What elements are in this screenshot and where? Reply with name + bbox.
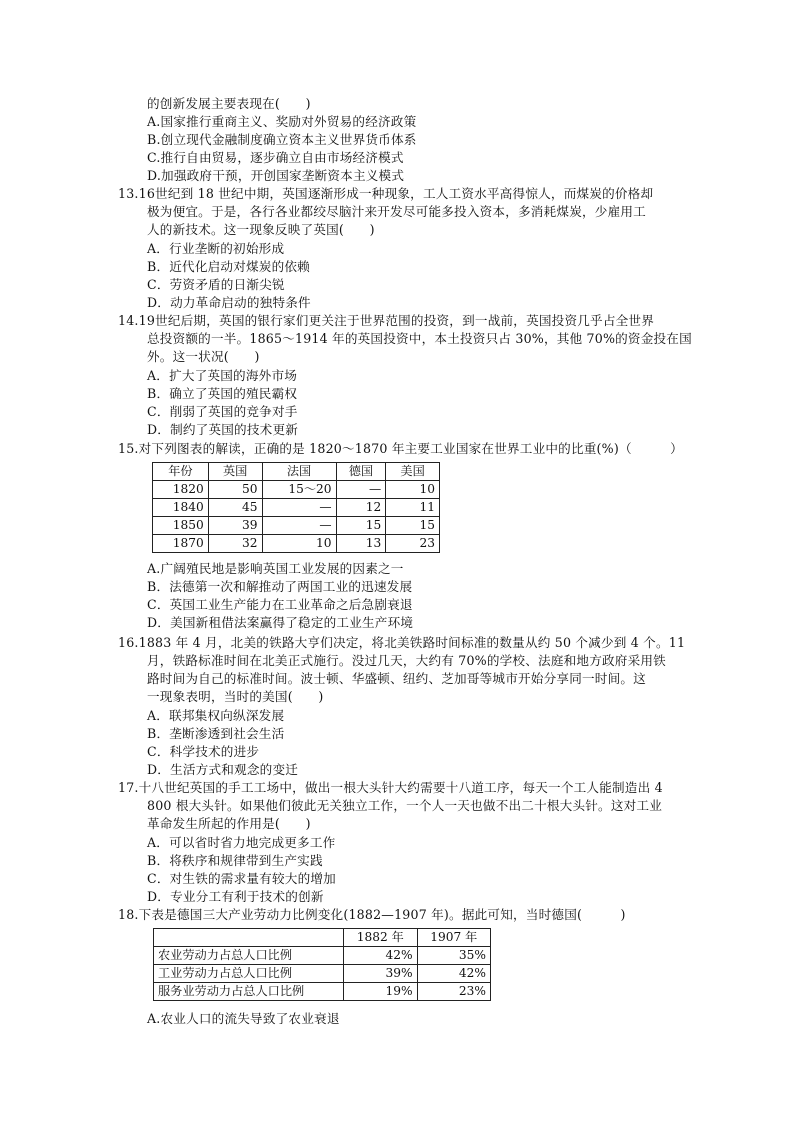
table-row — [153, 499, 440, 517]
q16-stem-line-1: 16.1883 年 4 月，北美的铁路大亨们决定，将北美铁路时间标准的数量从约 50 个减少到 4 个。11 — [118, 635, 686, 650]
q18-option-a: A.农业人口的流失导致了农业衰退 — [147, 1011, 340, 1026]
q16-option-c: C．科学技术的进步 — [147, 744, 260, 759]
table-cell: 15～20 — [262, 481, 336, 499]
table-cell: 32 — [208, 535, 262, 553]
table-cell: 10 — [262, 535, 336, 553]
table-cell: 15 — [336, 517, 386, 535]
table-row — [154, 983, 491, 1001]
table-cell: 13 — [336, 535, 386, 553]
table-header-cell: 法国 — [262, 463, 336, 481]
table-header-cell — [154, 929, 344, 947]
table-row — [154, 947, 491, 965]
table-row — [154, 965, 491, 983]
table-header-cell: 1907 年 — [417, 929, 490, 947]
q13-option-a: A．行业垄断的初始形成 — [147, 241, 285, 256]
table-cell: 23 — [386, 535, 440, 553]
q16-option-b: B．垄断渗透到社会生活 — [147, 726, 285, 741]
q15-option-b: B．法德第一次和解推动了两国工业的迅速发展 — [147, 579, 413, 594]
q17-option-b: B．将秩序和规律带到生产实践 — [147, 853, 323, 868]
table-cell: 35% — [417, 947, 490, 965]
table-cell: 42% — [344, 947, 417, 965]
q15-stem: 15.对下列图表的解读，正确的是 1820～1870 年主要工业国家在世界工业中的比重(%)（ ） — [118, 441, 683, 456]
table-cell: — — [336, 481, 386, 499]
q17-option-c: C．对生铁的需求量有较大的增加 — [147, 871, 336, 886]
q14-option-d: D．制约了英国的技术更新 — [147, 422, 299, 437]
table-cell: 12 — [336, 499, 386, 517]
q12-option-b: B.创立现代金融制度确立资本主义世界货币体系 — [147, 132, 417, 147]
q12-option-a: A.国家推行重商主义、奖励对外贸易的经济政策 — [147, 114, 417, 129]
table-header-row — [154, 929, 491, 947]
q13-option-d: D．动力革命启动的独特条件 — [147, 295, 311, 310]
table-header-cell: 1882 年 — [344, 929, 417, 947]
table-cell: 1870 — [153, 535, 209, 553]
table-row — [153, 535, 440, 553]
q17-stem-line-1: 17.十八世纪英国的手工工场中，做出一根大头针大约需要十八道工序，每天一个工人能制造出 4 — [118, 780, 663, 795]
table-header-row — [153, 463, 440, 481]
table-header-cell: 英国 — [208, 463, 262, 481]
table-cell: 39% — [344, 965, 417, 983]
table-cell: — — [262, 517, 336, 535]
q12-option-c: C.推行自由贸易，逐步确立自由市场经济模式 — [147, 150, 404, 165]
table-header-cell: 美国 — [386, 463, 440, 481]
q14-option-c: C．削弱了英国的竞争对手 — [147, 404, 298, 419]
table-cell: 1820 — [153, 481, 209, 499]
q13-stem-line-3: 人的新技术。这一现象反映了英国( ) — [147, 222, 375, 237]
q17-option-a: A．可以省时省力地完成更多工作 — [147, 835, 336, 850]
q13-stem-line-2: 极为便宜。于是，各行各业都绞尽脑汁来开发尽可能多投入资本，多消耗煤炭，少雇用工 — [147, 204, 646, 219]
table-header-cell: 德国 — [336, 463, 386, 481]
table-row — [153, 481, 440, 499]
q16-stem-line-3: 路时间为自己的标准时间。波士顿、华盛顿、纽约、芝加哥等城市开始分享同一时间。这 — [147, 671, 646, 686]
q17-stem-line-3: 革命发生所起的作用是( ) — [147, 816, 311, 831]
q17-stem-line-2: 800 根大头针。如果他们彼此无关独立工作，一个人一天也做不出二十根大头针。这对工业 — [147, 798, 663, 813]
q14-stem-line-1: 14.19世纪后期，英国的银行家们更关注于世界范围的投资，到一战前，英国投资几乎占全世界 — [118, 313, 655, 328]
table-cell: 15 — [386, 517, 440, 535]
q16-stem-line-2: 月，铁路标准时间在北美正式施行。没过几天，大约有 70%的学校、法庭和地方政府采用铁 — [147, 653, 666, 668]
q14-option-a: A．扩大了英国的海外市场 — [147, 368, 298, 383]
table-cell: 50 — [208, 481, 262, 499]
q17-option-d: D．专业分工有利于技术的创新 — [147, 889, 324, 904]
table-cell: 服务业劳动力占总人口比例 — [154, 983, 344, 1001]
table-cell: 工业劳动力占总人口比例 — [154, 965, 344, 983]
q15-option-d: D．美国新租借法案赢得了稳定的工业生产环境 — [147, 615, 414, 630]
q18-stem: 18.下表是德国三大产业劳动力比例变化(1882—1907 年)。据此可知，当时德国( ) — [118, 907, 626, 922]
table-cell: 10 — [386, 481, 440, 499]
q14-stem-line-2: 总投资额的一半。1865～1914 年的英国投资中，本土投资只占 30%，其他 70%的资金投在国 — [147, 331, 692, 346]
table-row — [153, 517, 440, 535]
table-cell: 农业劳动力占总人口比例 — [154, 947, 344, 965]
q18-labor-ratio-table — [153, 928, 491, 1001]
q16-stem-line-4: 一现象表明，当时的美国( ) — [147, 689, 324, 704]
q15-option-a: A.广阔殖民地是影响英国工业发展的因素之一 — [147, 561, 404, 576]
table-cell: 19% — [344, 983, 417, 1001]
q16-option-d: D．生活方式和观念的变迁 — [147, 762, 299, 777]
q13-option-c: C．劳资矛盾的日渐尖锐 — [147, 277, 285, 292]
q12-stem-tail: 的创新发展主要表现在( ) — [147, 96, 311, 111]
q13-stem-line-1: 13.16世纪到 18 世纪中期，英国逐渐形成一种现象，工人工资水平高得惊人，而煤炭的价格却 — [118, 186, 654, 201]
q12-option-d: D.加强政府干预，开创国家垄断资本主义模式 — [147, 168, 405, 183]
table-cell: — — [262, 499, 336, 517]
table-cell: 45 — [208, 499, 262, 517]
q13-option-b: B．近代化启动对煤炭的依赖 — [147, 259, 310, 274]
q16-option-a: A．联邦集权向纵深发展 — [147, 708, 285, 723]
table-cell: 23% — [417, 983, 490, 1001]
q15-industry-share-table — [152, 462, 440, 553]
q14-stem-line-3: 外。这一状况( ) — [147, 349, 260, 364]
table-cell: 11 — [386, 499, 440, 517]
q15-option-c: C．英国工业生产能力在工业革命之后急剧衰退 — [147, 597, 413, 612]
table-header-cell: 年份 — [153, 463, 209, 481]
table-cell: 42% — [417, 965, 490, 983]
q14-option-b: B．确立了英国的殖民霸权 — [147, 386, 298, 401]
table-cell: 39 — [208, 517, 262, 535]
table-cell: 1850 — [153, 517, 209, 535]
table-cell: 1840 — [153, 499, 209, 517]
